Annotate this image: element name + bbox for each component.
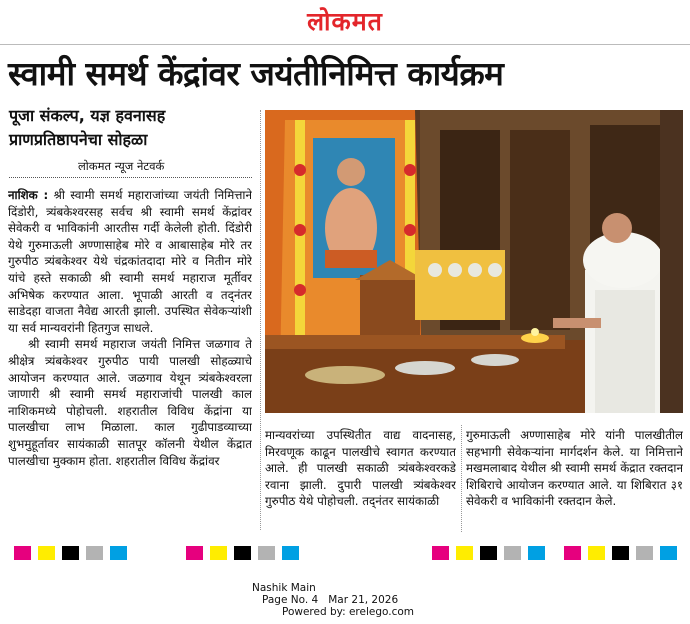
footer-powered-by: Powered by: erelego.com bbox=[282, 606, 415, 618]
headline: स्वामी समर्थ केंद्रांवर जयंतीनिमित्त कार्यक्रम bbox=[8, 54, 504, 93]
color-swatch bbox=[528, 546, 545, 560]
color-swatch bbox=[612, 546, 629, 560]
color-swatch bbox=[258, 546, 275, 560]
color-swatch bbox=[636, 546, 653, 560]
color-swatch bbox=[282, 546, 299, 560]
color-swatch bbox=[86, 546, 103, 560]
byline-rule bbox=[9, 177, 252, 178]
footer-page: Page No. 4 bbox=[262, 594, 319, 606]
color-swatch bbox=[456, 546, 473, 560]
article-para-1: श्री स्वामी समर्थ महाराजांच्या जयंती निमित्ताने दिंडोरी, त्र्यंबकेश्वरसह सर्वच श्री स्वामी समर्थ केंद्रांवर सेवेकरी व भाविकांनी आरतीस गर्दी केलेली होती. दिंडोरी येथे गुरुमाऊली अण्णासाहेब मोरे व आबासाहेब मोरे तर गुरुपीठ त्र्यंबकेश्वर येथे चंद्रकांतदादा मोरे व नितीन मोरे यांचे हस्ते सकाळी श्री स्वामी समर्थ महाराज मूर्तीवर अभिषेक करण्यात आला. भूपाळी आरती व तद्नंतर साडेदहा वाजता नैवेद्य आरती झाली. उपस्थित सेवेकऱ्यांशी या सर्व मान्यवरांनी हितगुज साधले. bbox=[8, 188, 252, 335]
color-swatch bbox=[480, 546, 497, 560]
article-column-1 bbox=[8, 187, 252, 532]
column-divider bbox=[260, 110, 261, 530]
footer-date: Mar 21, 2026 bbox=[328, 594, 399, 606]
color-swatch bbox=[504, 546, 521, 560]
subhead-line-2: प्राणप्रतिष्ठापनेचा सोहळा bbox=[9, 130, 148, 149]
dateline: नाशिक : bbox=[8, 188, 49, 202]
subheadline bbox=[9, 104, 259, 152]
column-divider bbox=[461, 425, 462, 532]
article-para-2: श्री स्वामी समर्थ महाराज जयंती निमित्त जळगाव ते श्रीक्षेत्र त्र्यंबकेश्वर गुरुपीठ पायी पालखी सोहळ्याचे आयोजन करण्यात आले. जळगाव येथून त्र्यंबकेश्वरला जाणारी श्री स्वामी समर्थ महाराजांची पालखी काल नाशिकमध्ये पोहोचली. शहरातील विविध केंद्रांना या पालखीचा लाभ मिळाला. काल गुढीपाडव्याच्या शुभमुहूर्तावर सायंकाळी सातपूर कॉलनी येथील केंद्रात पालखीचा मुक्काम होता. शहरातील विविध केंद्रांवर bbox=[8, 337, 252, 468]
color-swatch bbox=[432, 546, 449, 560]
header-rule bbox=[0, 44, 690, 45]
color-swatch bbox=[210, 546, 227, 560]
color-swatch bbox=[14, 546, 31, 560]
color-swatch bbox=[588, 546, 605, 560]
article-column-3: गुरुमाऊली अण्णासाहेब मोरे यांनी पालखीतील सहभागी सेवेकऱ्यांना मार्गदर्शन केले. या निमित्ताने मखमलाबाद येथील श्री स्वामी समर्थ केंद्रात रक्तदान शिबिराचे आयोजन करण्यात आले. या शिबिरात ३१ सेवेकरी व भाविकांनी रक्तदान केले. bbox=[466, 428, 683, 509]
color-swatch bbox=[186, 546, 203, 560]
color-swatch bbox=[38, 546, 55, 560]
subhead-line-1: पूजा संकल्प, यज्ञ हवनासह bbox=[9, 106, 166, 125]
color-swatch bbox=[62, 546, 79, 560]
color-swatch bbox=[660, 546, 677, 560]
article-photo bbox=[265, 110, 683, 413]
color-swatch bbox=[110, 546, 127, 560]
masthead-logo: लोकमत bbox=[307, 7, 383, 36]
color-swatch bbox=[234, 546, 251, 560]
byline: लोकमत न्यूज नेटवर्क bbox=[78, 159, 165, 173]
footer-edition: Nashik Main bbox=[252, 582, 316, 594]
article-column-2: मान्यवरांच्या उपस्थितीत वाद्य वादनासह, मिरवणूक काढून पालखीचे स्वागत करण्यात आले. ही पालखी सकाळी त्र्यंबकेश्वरकडे रवाना झाली. दुपारी पालखी त्र्यंबकेश्वर गुरुपीठ येथे पोहोचली. तद्नंतर सायंकाळी bbox=[265, 428, 456, 509]
footer-page-date bbox=[262, 594, 398, 606]
color-calibration-bar bbox=[0, 546, 690, 562]
color-swatch bbox=[564, 546, 581, 560]
